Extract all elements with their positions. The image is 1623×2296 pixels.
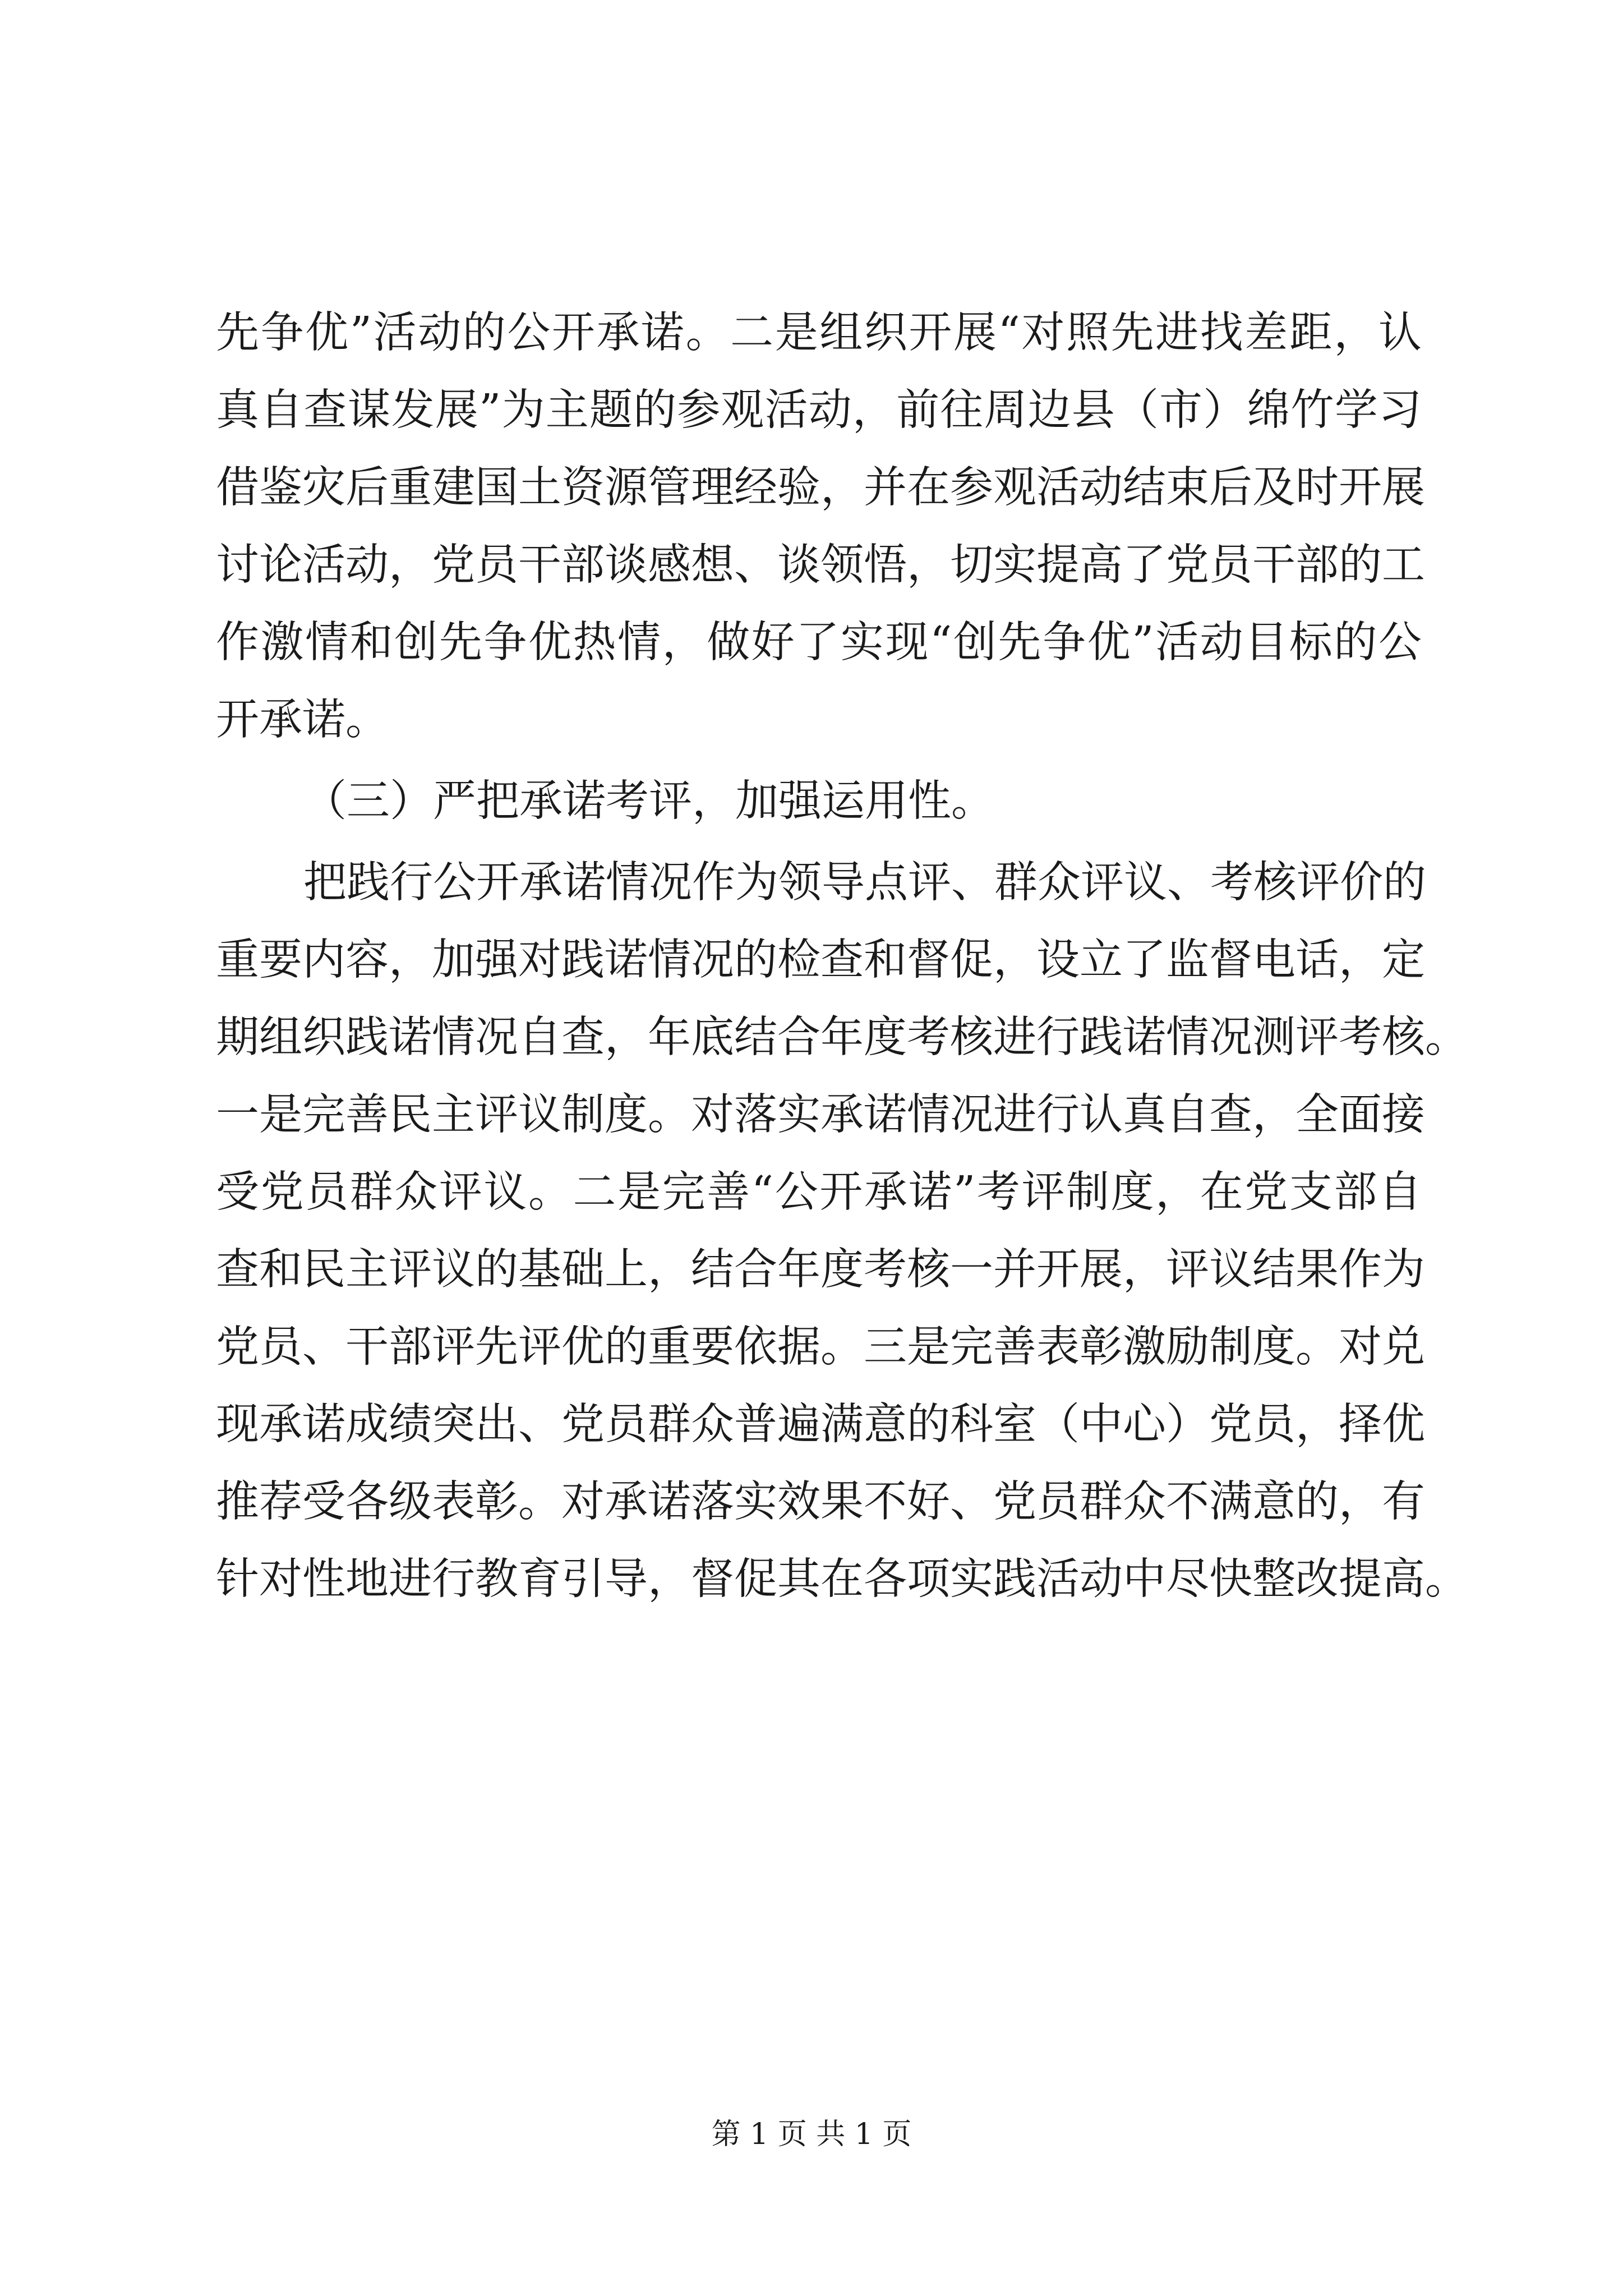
paragraph2-line-10: 针对性地进行教育引导，督促其在各项实践活动中尽快整改提高。 <box>216 1554 1468 1604</box>
paragraph2-line-8: 现承诺成绩突出、党员群众普遍满意的科室（中心）党员，择优 <box>216 1400 1425 1450</box>
paragraph1-line-6: 开承诺。 <box>216 695 389 745</box>
paragraph1-line-3: 借鉴灾后重建国土资源管理经验，并在参观活动结束后及时开展 <box>216 463 1425 513</box>
paragraph2-line-2: 重要内容，加强对践诺情况的检查和督促，设立了监督电话，定 <box>216 935 1425 985</box>
paragraph1-line-1: 先争优”活动的公开承诺。二是组织开展“对照先进找差距，认 <box>216 308 1422 358</box>
paragraph1-line-2: 真自查谋发展”为主题的参观活动，前往周边县（市）绵竹学习 <box>216 385 1422 435</box>
paragraph2-line-3: 期组织践诺情况自查，年底结合年度考核进行践诺情况测评考核。 <box>216 1013 1468 1062</box>
section-heading: （三）严把承诺考评，加强运用性。 <box>303 776 994 826</box>
paragraph2-line-7: 党员、干部评先评优的重要依据。三是完善表彰激励制度。对兑 <box>216 1322 1425 1372</box>
paragraph2-line-6: 查和民主评议的基础上，结合年度考核一并开展，评议结果作为 <box>216 1245 1425 1295</box>
paragraph2-line-1: 把践行公开承诺情况作为领导点评、群众评议、考核评价的 <box>303 858 1426 908</box>
paragraph2-line-9: 推荐受各级表彰。对承诺落实效果不好、党员群众不满意的，有 <box>216 1477 1425 1527</box>
paragraph1-line-5: 作激情和创先争优热情，做好了实现“创先争优”活动目标的公 <box>216 618 1422 668</box>
page-number-footer: 第 1 页 共 1 页 <box>711 2118 912 2151</box>
paragraph2-line-5: 受党员群众评议。二是完善“公开承诺”考评制度，在党支部自 <box>216 1167 1422 1217</box>
paragraph1-line-4: 讨论活动，党员干部谈感想、谈领悟，切实提高了党员干部的工 <box>216 540 1425 590</box>
document-body <box>216 295 1468 1618</box>
paragraph2-line-4: 一是完善民主评议制度。对落实承诺情况进行认真自查，全面接 <box>216 1090 1425 1140</box>
